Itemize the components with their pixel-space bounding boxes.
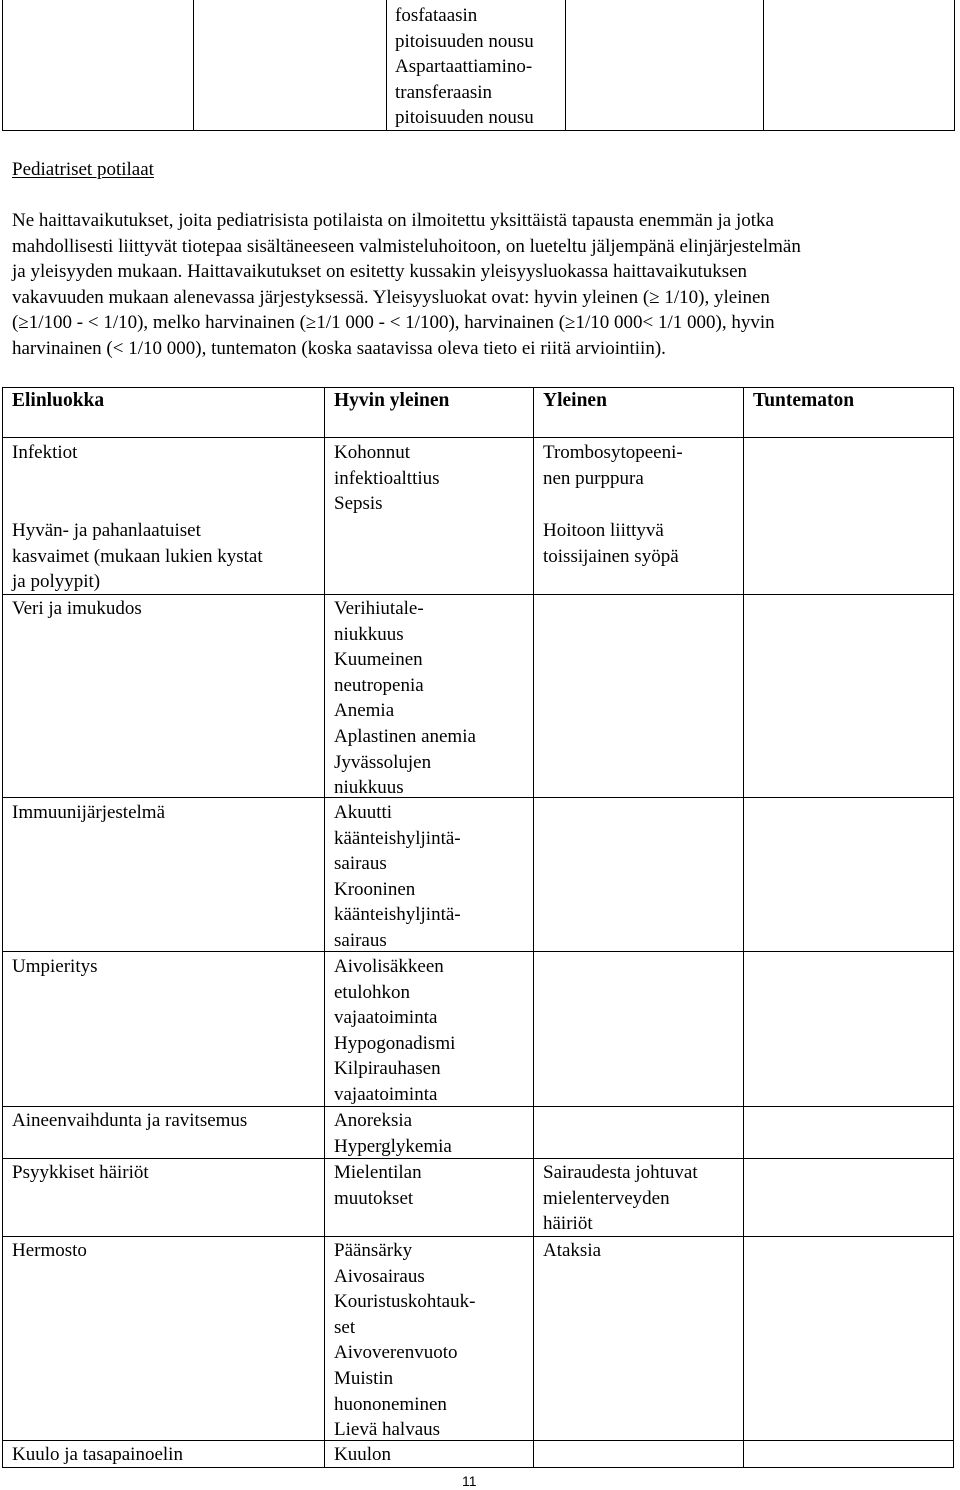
- very-common-cell: Mielentilan muutokset: [334, 1162, 422, 1209]
- common-cell: Trombosytopeeni- nen purppura: [543, 442, 683, 489]
- very-common-cell: Aivolisäkkeen etulohkon vajaatoiminta Hypogonadismi Kilpirauhasen vajaatoiminta: [334, 956, 456, 1105]
- intro-line: Ne haittavaikutukset, joita pediatrisista potilaista on ilmoitettu yksittäistä tapausta enemmän ja jotka: [12, 210, 774, 231]
- organ-cell: Kuulo ja tasapainoelin: [12, 1444, 183, 1465]
- common-cell: Sairaudesta johtuvat mielenterveyden häiriöt: [543, 1162, 698, 1235]
- very-common-cell: Päänsärky Aivosairaus Kouristuskohtauk- set Aivoverenvuoto Muistin huononeminen Lievä halvaus: [334, 1240, 476, 1441]
- very-common-cell: Verihiutale- niukkuus Kuumeinen neutropenia Anemia Aplastinen anemia Jyvässolujen niukkuus: [334, 598, 476, 799]
- organ-cell: Aineenvaihdunta ja ravitsemus: [12, 1110, 248, 1131]
- very-common-cell: Kohonnut infektioalttius Sepsis: [334, 442, 440, 515]
- header-common: Yleinen: [543, 390, 607, 411]
- intro-paragraph: [12, 208, 952, 362]
- header-unknown: Tuntematon: [753, 390, 855, 411]
- common-cell: Hoitoon liittyvä toissijainen syöpä: [543, 520, 679, 567]
- top-table-cell: fosfataasin pitoisuuden nousu Aspartaattiamino- transferaasin pitoisuuden nousu: [395, 5, 534, 129]
- page-number: 11: [462, 1473, 477, 1489]
- organ-cell: Veri ja imukudos: [12, 598, 142, 619]
- intro-line: ja yleisyyden mukaan. Haittavaikutukset on esitetty kussakin yleisyysluokassa haittavaikutuksen: [12, 261, 748, 283]
- organ-cell: Hermosto: [12, 1240, 87, 1261]
- header-organ-class: Elinluokka: [12, 390, 105, 411]
- common-cell: Ataksia: [543, 1240, 602, 1261]
- intro-line: (≥1/100 - < 1/10), melko harvinainen (≥1/1 000 - < 1/100), harvinainen (≥1/10 000< 1/1 000), hyvin: [12, 312, 775, 334]
- intro-line: mahdollisesti liittyvät tiotepaa sisältäneeseen valmisteluhoitoon, on lueteltu jäljempänä elinjärjestelmän: [12, 235, 801, 257]
- organ-cell: Infektiot: [12, 442, 78, 463]
- organ-cell: Immuunijärjestelmä: [12, 802, 166, 823]
- section-title: Pediatriset potilaat: [12, 159, 154, 180]
- organ-cell: Hyvän- ja pahanlaatuiset kasvaimet (mukaan lukien kystat ja polyypit): [12, 520, 263, 593]
- organ-cell: Umpieritys: [12, 956, 98, 977]
- intro-line: vakavuuden mukaan alenevassa järjestyksessä. Yleisyysluokat ovat: hyvin yleinen (≥ 1/10), yleinen: [12, 286, 770, 308]
- intro-line: harvinainen (< 1/10 000), tuntematon (koska saatavissa oleva tieto ei riitä arviointiin).: [12, 337, 666, 359]
- very-common-cell: Kuulon: [334, 1444, 391, 1465]
- very-common-cell: Anoreksia Hyperglykemia: [334, 1110, 452, 1157]
- organ-cell: Psyykkiset häiriöt: [12, 1162, 149, 1183]
- header-very-common: Hyvin yleinen: [334, 390, 450, 411]
- very-common-cell: Akuutti käänteishyljintä- sairaus Krooninen käänteishyljintä- sairaus: [334, 802, 461, 951]
